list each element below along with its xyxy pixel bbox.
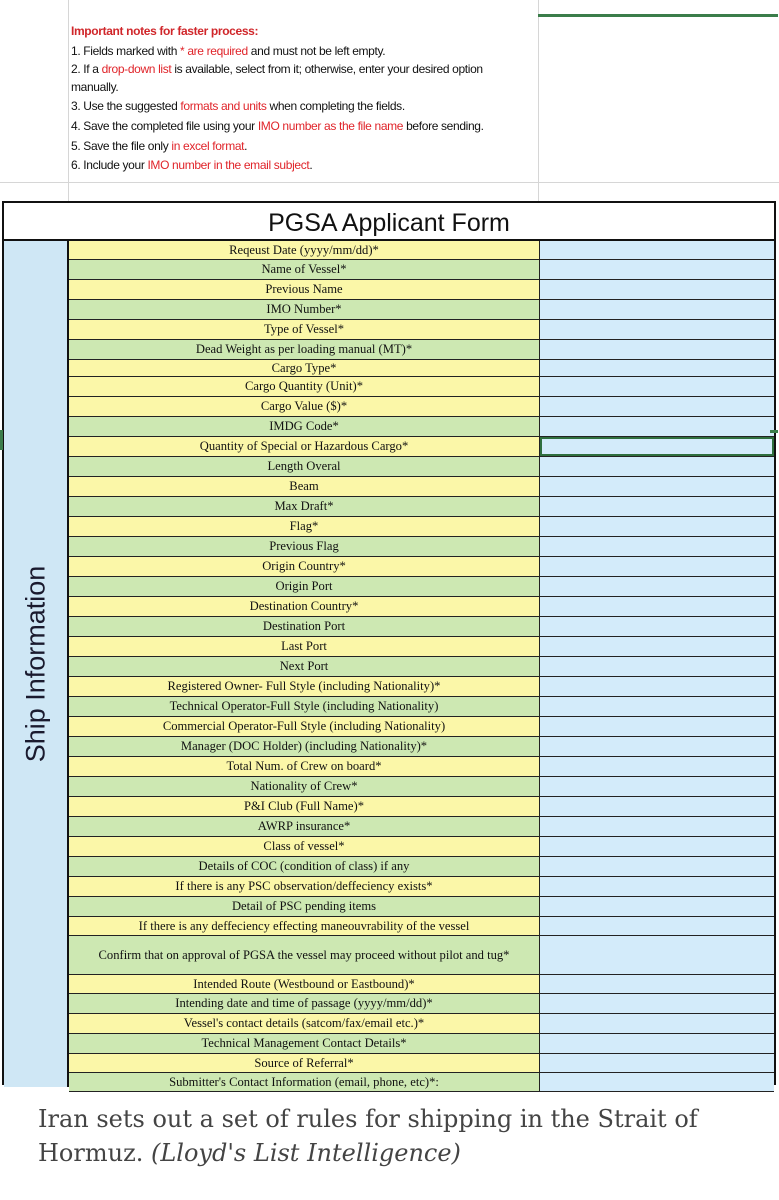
form-row xyxy=(69,837,774,857)
field-input-cell[interactable] xyxy=(540,897,774,916)
form-row xyxy=(69,417,774,437)
note-item xyxy=(71,156,533,176)
caption-source: (Lloyd's List Intelligence) xyxy=(150,1139,461,1167)
field-label: Manager (DOC Holder) (including Nationality)* xyxy=(69,737,540,756)
form-row xyxy=(69,994,774,1014)
form-row xyxy=(69,360,774,377)
field-input-cell[interactable] xyxy=(540,737,774,756)
form-row xyxy=(69,241,774,260)
grid-line xyxy=(0,182,779,183)
field-label: Detail of PSC pending items xyxy=(69,897,540,916)
field-label: Commercial Operator-Full Style (including Nationality) xyxy=(69,717,540,736)
field-label: Last Port xyxy=(69,637,540,656)
form-row xyxy=(69,1073,774,1092)
form-row xyxy=(69,757,774,777)
grid-line xyxy=(538,0,539,201)
form-row xyxy=(69,637,774,657)
form-row xyxy=(69,657,774,677)
pgsa-applicant-form xyxy=(2,201,776,1089)
field-label: IMDG Code* xyxy=(69,417,540,436)
note-highlight: formats and units xyxy=(180,99,267,114)
field-input-cell[interactable] xyxy=(540,300,774,319)
field-label: If there is any PSC observation/deffeciency exists* xyxy=(69,877,540,896)
form-row xyxy=(69,717,774,737)
form-row xyxy=(69,697,774,717)
form-row xyxy=(69,517,774,537)
field-label: Origin Country* xyxy=(69,557,540,576)
form-row xyxy=(69,936,774,975)
row-selection-marker xyxy=(0,430,3,450)
field-input-cell[interactable] xyxy=(540,657,774,676)
field-label: Source of Referral* xyxy=(69,1054,540,1072)
note-text: before sending. xyxy=(403,119,484,134)
caption-text: Iran sets out a set of rules for shipping in the Strait of Hormuz. xyxy=(38,1105,698,1167)
form-row xyxy=(69,617,774,637)
form-row xyxy=(69,340,774,360)
field-input-cell[interactable] xyxy=(540,537,774,556)
field-input-cell[interactable] xyxy=(540,677,774,696)
field-label: Destination Port xyxy=(69,617,540,636)
notes-area xyxy=(0,0,779,201)
field-input-cell[interactable] xyxy=(540,340,774,359)
column-selection-marker xyxy=(770,430,778,433)
form-row xyxy=(69,397,774,417)
field-input-cell[interactable] xyxy=(540,917,774,935)
important-notes xyxy=(71,22,533,176)
form-row xyxy=(69,797,774,817)
field-input-cell[interactable] xyxy=(540,1014,774,1033)
field-input-cell[interactable] xyxy=(540,877,774,896)
note-item xyxy=(71,137,533,157)
field-label: If there is any deffeciency effecting maneouvrability of the vessel xyxy=(69,917,540,935)
field-input-cell[interactable] xyxy=(540,477,774,496)
form-row xyxy=(69,557,774,577)
field-label: AWRP insurance* xyxy=(69,817,540,836)
field-label: Length Overal xyxy=(69,457,540,476)
grid-line xyxy=(68,0,69,201)
field-input-cell[interactable] xyxy=(540,936,774,974)
field-label: Previous Name xyxy=(69,280,540,299)
note-item xyxy=(71,117,533,137)
field-label: Nationality of Crew* xyxy=(69,777,540,796)
field-input-cell[interactable] xyxy=(540,994,774,1013)
field-input-cell[interactable] xyxy=(540,975,774,993)
field-input-cell[interactable] xyxy=(540,797,774,816)
notes-heading: Important notes for faster process: xyxy=(71,24,259,38)
field-label: Quantity of Special or Hazardous Cargo* xyxy=(69,437,540,456)
form-row xyxy=(69,897,774,917)
form-row xyxy=(69,857,774,877)
field-label: Name of Vessel* xyxy=(69,260,540,279)
field-input-cell[interactable] xyxy=(540,857,774,876)
note-text: 5. Save the file only xyxy=(71,138,172,153)
form-title: PGSA Applicant Form xyxy=(4,203,774,241)
field-label: Destination Country* xyxy=(69,597,540,616)
field-label: Reqeust Date (yyyy/mm/dd)* xyxy=(69,241,540,259)
note-highlight: IMO number in the email subject xyxy=(147,158,310,173)
field-label: Technical Operator-Full Style (including Nationality) xyxy=(69,697,540,716)
form-row xyxy=(69,1014,774,1034)
field-label: Cargo Type* xyxy=(69,360,540,376)
field-label: Details of COC (condition of class) if any xyxy=(69,857,540,876)
field-input-cell[interactable] xyxy=(540,617,774,636)
form-row xyxy=(69,457,774,477)
field-input-cell[interactable] xyxy=(540,437,774,456)
field-label: Beam xyxy=(69,477,540,496)
field-input-cell[interactable] xyxy=(540,717,774,736)
note-text: 2. If a xyxy=(71,62,102,77)
note-text: is available, select from it; otherwise, enter your desired option manually. xyxy=(71,62,483,94)
note-text: and must not be left empty. xyxy=(247,43,386,58)
section-sidebar xyxy=(4,241,69,1087)
form-row xyxy=(69,777,774,797)
field-input-cell[interactable] xyxy=(540,1054,774,1072)
field-input-cell[interactable] xyxy=(540,817,774,836)
field-input-cell[interactable] xyxy=(540,417,774,436)
field-input-cell[interactable] xyxy=(540,260,774,279)
field-input-cell[interactable] xyxy=(540,1073,774,1091)
section-label: Ship Information xyxy=(20,565,51,763)
form-row xyxy=(69,280,774,300)
note-text: 6. Include your xyxy=(71,158,148,173)
field-input-cell[interactable] xyxy=(540,577,774,596)
field-label: Max Draft* xyxy=(69,497,540,516)
field-label: Technical Management Contact Details* xyxy=(69,1034,540,1053)
form-row xyxy=(69,377,774,397)
field-input-cell[interactable] xyxy=(540,497,774,516)
form-row xyxy=(69,737,774,757)
field-input-cell[interactable] xyxy=(540,697,774,716)
field-label: Total Num. of Crew on board* xyxy=(69,757,540,776)
form-row xyxy=(69,597,774,617)
note-text: 1. Fields marked with xyxy=(71,43,181,58)
field-input-cell[interactable] xyxy=(540,597,774,616)
form-row xyxy=(69,260,774,280)
field-label: Previous Flag xyxy=(69,537,540,556)
field-label: P&I Club (Full Name)* xyxy=(69,797,540,816)
note-item xyxy=(71,61,533,96)
field-label: Type of Vessel* xyxy=(69,320,540,339)
field-label: Class of vessel* xyxy=(69,837,540,856)
field-label: Next Port xyxy=(69,657,540,676)
field-input-cell[interactable] xyxy=(540,1034,774,1053)
note-text: when completing the fields. xyxy=(266,99,405,114)
form-row xyxy=(69,537,774,557)
note-highlight: * are required xyxy=(180,43,248,58)
note-highlight: drop-down list xyxy=(101,62,172,77)
field-label: Intending date and time of passage (yyyy/mm/dd)* xyxy=(69,994,540,1013)
note-item xyxy=(71,42,533,62)
field-label: Flag* xyxy=(69,517,540,536)
form-row xyxy=(69,497,774,517)
field-label: Registered Owner- Full Style (including Nationality)* xyxy=(69,677,540,696)
form-row xyxy=(69,877,774,897)
note-highlight: IMO number as the file name xyxy=(257,119,404,134)
note-text: 4. Save the completed file using your xyxy=(71,119,258,134)
field-input-cell[interactable] xyxy=(540,557,774,576)
form-row xyxy=(69,1054,774,1073)
field-input-cell[interactable] xyxy=(540,637,774,656)
form-row xyxy=(69,437,774,457)
field-label: Cargo Quantity (Unit)* xyxy=(69,377,540,396)
field-label: Origin Port xyxy=(69,577,540,596)
field-input-cell[interactable] xyxy=(540,837,774,856)
field-label: IMO Number* xyxy=(69,300,540,319)
field-input-cell[interactable] xyxy=(540,320,774,339)
note-highlight: in excel format xyxy=(171,138,245,153)
field-label: Submitter's Contact Information (email, phone, etc)*: xyxy=(69,1073,540,1091)
note-text: . xyxy=(244,138,248,153)
field-label: Intended Route (Westbound or Eastbound)* xyxy=(69,975,540,993)
form-row xyxy=(69,577,774,597)
field-input-cell[interactable] xyxy=(540,241,774,259)
field-input-cell[interactable] xyxy=(540,517,774,536)
field-label: Confirm that on approval of PGSA the vessel may proceed without pilot and tug* xyxy=(69,936,540,974)
field-input-cell[interactable] xyxy=(540,397,774,416)
field-input-cell[interactable] xyxy=(540,777,774,796)
form-row xyxy=(69,1034,774,1054)
note-item xyxy=(71,97,533,117)
field-input-cell[interactable] xyxy=(540,377,774,396)
form-row xyxy=(69,477,774,497)
selected-cell-border xyxy=(538,14,778,17)
form-row xyxy=(69,975,774,994)
field-input-cell[interactable] xyxy=(540,280,774,299)
form-row xyxy=(69,677,774,697)
form-row xyxy=(69,320,774,340)
note-text: 3. Use the suggested xyxy=(71,99,181,114)
form-row xyxy=(69,300,774,320)
field-label: Cargo Value ($)* xyxy=(69,397,540,416)
image-caption xyxy=(38,1102,758,1170)
field-label: Dead Weight as per loading manual (MT)* xyxy=(69,340,540,359)
form-row xyxy=(69,917,774,936)
field-input-cell[interactable] xyxy=(540,457,774,476)
form-row xyxy=(69,817,774,837)
field-input-cell[interactable] xyxy=(540,360,774,376)
note-text: . xyxy=(309,158,313,173)
field-label: Vessel's contact details (satcom/fax/email etc.)* xyxy=(69,1014,540,1033)
field-input-cell[interactable] xyxy=(540,757,774,776)
